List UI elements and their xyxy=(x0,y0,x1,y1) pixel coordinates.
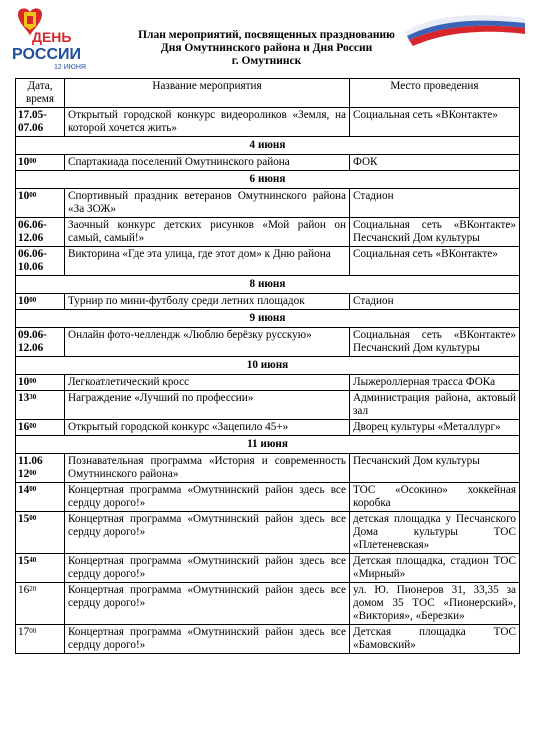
event-name: Легкоатлетический кросс xyxy=(65,375,350,391)
event-clock xyxy=(18,584,61,597)
event-date: 09.06-12.06 xyxy=(18,329,47,354)
header-name: Название мероприятия xyxy=(65,79,350,108)
event-time xyxy=(16,328,65,357)
event-place: Лыжероллерная трасса ФОКа xyxy=(350,375,520,391)
event-clock xyxy=(18,392,61,405)
table-row xyxy=(16,328,520,357)
logo-line3: 12 ИЮНЯ xyxy=(54,64,86,70)
table-row xyxy=(16,218,520,247)
day-label: 6 июня xyxy=(16,171,520,189)
event-hour: 17 xyxy=(18,626,30,638)
table-row xyxy=(16,625,520,654)
event-date: 06.06-10.06 xyxy=(18,248,47,273)
event-hour: 10 xyxy=(18,190,30,202)
table-row xyxy=(16,294,520,310)
event-place: Социальная сеть «ВКонтакте» xyxy=(350,247,520,276)
event-clock xyxy=(18,295,61,308)
event-clock xyxy=(18,468,61,481)
event-hour: 16 xyxy=(18,421,30,433)
day-label: 8 июня xyxy=(16,276,520,294)
event-time xyxy=(16,294,65,310)
table-row xyxy=(16,512,520,554)
event-hour: 16 xyxy=(18,584,30,596)
table-row xyxy=(16,391,520,420)
day-header-row xyxy=(16,310,520,328)
event-clock xyxy=(18,513,61,526)
event-time xyxy=(16,375,65,391)
event-minutes: 00 xyxy=(29,157,37,165)
event-hour: 13 xyxy=(18,392,30,404)
event-place: Детская площадка, стадион ТОС «Мирный» xyxy=(350,554,520,583)
event-name: Концертная программа «Омутнинский район здесь все сердцу дорого!» xyxy=(65,512,350,554)
event-time xyxy=(16,512,65,554)
day-header-row xyxy=(16,137,520,155)
event-clock xyxy=(18,555,61,568)
event-name: Открытый городской конкурс «Зацепило 45+» xyxy=(65,420,350,436)
event-minutes: 20 xyxy=(29,585,37,593)
events-table xyxy=(15,78,520,654)
event-name: Онлайн фото-челлендж «Люблю берёзку русскую» xyxy=(65,328,350,357)
event-place: Стадион xyxy=(350,189,520,218)
event-place: детская площадка у Песчанского Дома культуры ТОС «Плетеневская» xyxy=(350,512,520,554)
header-line3: г. Омутнинск xyxy=(231,55,302,67)
table-row xyxy=(16,155,520,171)
day-header-row xyxy=(16,171,520,189)
logo-line2: РОССИИ xyxy=(12,46,82,63)
event-hour: 10 xyxy=(18,376,30,388)
flag-ribbon xyxy=(405,10,525,50)
event-minutes: 00 xyxy=(29,377,37,385)
event-hour: 14 xyxy=(18,484,30,496)
event-hour: 12 xyxy=(18,468,30,480)
event-clock xyxy=(18,484,61,497)
event-place: Дворец культуры «Металлург» xyxy=(350,420,520,436)
table-row xyxy=(16,189,520,218)
event-place: Детская площадка ТОС «Бамовский» xyxy=(350,625,520,654)
table-row xyxy=(16,483,520,512)
event-place: Стадион xyxy=(350,294,520,310)
event-minutes: 00 xyxy=(29,422,37,430)
event-time xyxy=(16,583,65,625)
event-name: Спортивный праздник ветеранов Омутнинского района «За ЗОЖ» xyxy=(65,189,350,218)
day-label: 9 июня xyxy=(16,310,520,328)
table-row xyxy=(16,247,520,276)
event-place: Администрация района, актовый зал xyxy=(350,391,520,420)
event-clock xyxy=(18,190,61,203)
event-name: Спартакиада поселений Омутнинского района xyxy=(65,155,350,171)
header-place: Место проведения xyxy=(350,79,520,108)
logo-line1: ДЕНЬ xyxy=(32,29,72,45)
event-time xyxy=(16,391,65,420)
event-hour: 15 xyxy=(18,555,30,567)
day-header-row xyxy=(16,276,520,294)
event-minutes: 40 xyxy=(29,556,37,564)
event-place: ТОС «Осокино» хоккейная коробка xyxy=(350,483,520,512)
day-label: 11 июня xyxy=(16,436,520,454)
table-row xyxy=(16,454,520,483)
event-clock xyxy=(18,626,61,639)
day-header-row xyxy=(16,357,520,375)
event-name: Концертная программа «Омутнинский район здесь все сердцу дорого!» xyxy=(65,483,350,512)
event-date: 17.05-07.06 xyxy=(18,109,47,134)
header-line1: План мероприятий, посвященных празднованию xyxy=(138,29,395,41)
event-minutes: 30 xyxy=(29,393,37,401)
event-date: 11.06 xyxy=(18,455,43,467)
document-header xyxy=(120,29,413,68)
event-time xyxy=(16,155,65,171)
table-row xyxy=(16,420,520,436)
table-header-row xyxy=(16,79,520,108)
event-name: Концертная программа «Омутнинский район здесь все сердцу дорого!» xyxy=(65,554,350,583)
event-time xyxy=(16,420,65,436)
event-place: ФОК xyxy=(350,155,520,171)
event-clock xyxy=(18,376,61,389)
event-clock xyxy=(18,421,61,434)
header-date: Дата, время xyxy=(16,79,65,108)
event-minutes: 00 xyxy=(29,296,37,304)
event-name: Концертная программа «Омутнинский район здесь все сердцу дорого!» xyxy=(65,625,350,654)
event-hour: 10 xyxy=(18,156,30,168)
event-name: Открытый городской конкурс видеороликов «Земля, на которой хочется жить» xyxy=(65,108,350,137)
event-place: Социальная сеть «ВКонтакте» Песчанский Дом культуры xyxy=(350,328,520,357)
day-label: 4 июня xyxy=(16,137,520,155)
day-label: 10 июня xyxy=(16,357,520,375)
event-time xyxy=(16,454,65,483)
event-time xyxy=(16,625,65,654)
event-clock xyxy=(18,156,61,169)
event-place: Социальная сеть «ВКонтакте» xyxy=(350,108,520,137)
event-time xyxy=(16,189,65,218)
event-name: Заочный конкурс детских рисунков «Мой район он самый, самый!» xyxy=(65,218,350,247)
event-name: Викторина «Где эта улица, где этот дом» к Дню района xyxy=(65,247,350,276)
event-minutes: 00 xyxy=(29,191,37,199)
day-header-row xyxy=(16,436,520,454)
table-row xyxy=(16,583,520,625)
event-name: Концертная программа «Омутнинский район здесь все сердцу дорого!» xyxy=(65,583,350,625)
event-time xyxy=(16,218,65,247)
event-date: 06.06-12.06 xyxy=(18,219,47,244)
event-time xyxy=(16,554,65,583)
event-time xyxy=(16,247,65,276)
event-name: Награждение «Лучший по профессии» xyxy=(65,391,350,420)
event-time xyxy=(16,483,65,512)
event-name: Познавательная программа «История и современность Омутнинского района» xyxy=(65,454,350,483)
table-row xyxy=(16,108,520,137)
event-minutes: 00 xyxy=(29,627,37,635)
event-hour: 10 xyxy=(18,295,30,307)
event-place: Песчанский Дом культуры xyxy=(350,454,520,483)
event-name: Турнир по мини-футболу среди летних площадок xyxy=(65,294,350,310)
event-minutes: 00 xyxy=(29,514,37,522)
header-line2: Дня Омутнинского района и Дня России xyxy=(160,42,373,54)
table-row xyxy=(16,375,520,391)
event-time xyxy=(16,108,65,137)
event-hour: 15 xyxy=(18,513,30,525)
event-minutes: 00 xyxy=(29,485,37,493)
event-place: Социальная сеть «ВКонтакте» Песчанский Дом культуры xyxy=(350,218,520,247)
event-minutes: 00 xyxy=(29,469,37,477)
table-row xyxy=(16,554,520,583)
event-place: ул. Ю. Пионеров 31, 33,35 за домом 35 ТОС «Пионерский», «Виктория», «Березки» xyxy=(350,583,520,625)
